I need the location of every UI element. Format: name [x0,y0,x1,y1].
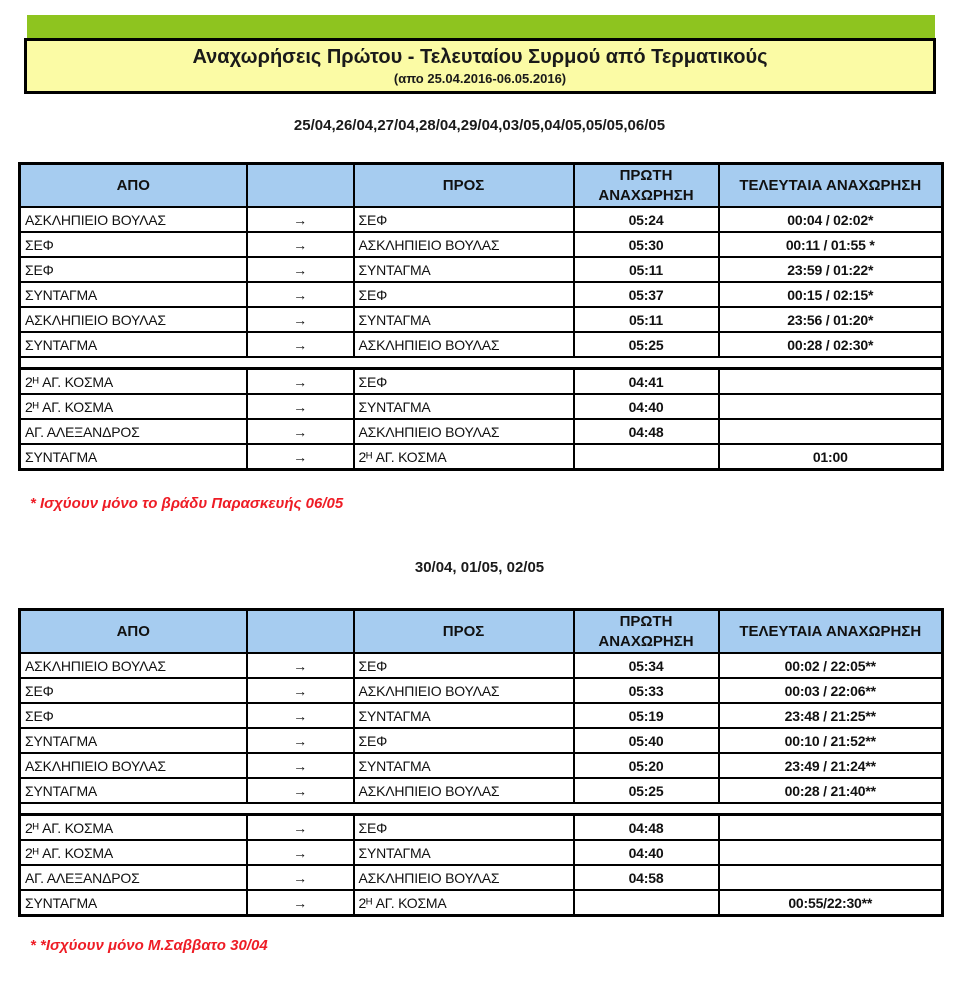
cell-from: ΑΓ. ΑΛΕΞΑΝΔΡΟΣ [20,419,247,444]
cell-first-departure: 04:58 [574,865,719,890]
footnote-saturday: * *Ισχύουν μόνο Μ.Σαββατο 30/04 [30,937,268,954]
cell-from: 2ᴴ ΑΓ. ΚΟΣΜΑ [20,394,247,419]
spacer-cell [20,803,943,815]
cell-last-departure: 00:10 / 21:52** [719,728,943,753]
cell-first-departure: 04:40 [574,394,719,419]
title-box [24,38,936,94]
route-arrow-icon: → [247,394,354,419]
table-row [20,840,943,865]
table-row [20,332,943,357]
cell-to: ΣΥΝΤΑΓΜΑ [354,840,574,865]
cell-last-departure: 00:28 / 02:30* [719,332,943,357]
cell-first-departure: 05:25 [574,778,719,803]
cell-from: ΣΥΝΤΑΓΜΑ [20,890,247,916]
cell-to: ΑΣΚΛΗΠΙΕΙΟ ΒΟΥΛΑΣ [354,419,574,444]
spacer-row [20,803,943,815]
cell-first-departure [574,890,719,916]
route-arrow-icon: → [247,307,354,332]
route-arrow-icon: → [247,232,354,257]
cell-last-departure [719,815,943,841]
cell-to: ΑΣΚΛΗΠΙΕΙΟ ΒΟΥΛΑΣ [354,865,574,890]
route-arrow-icon: → [247,840,354,865]
table-row [20,257,943,282]
column-header-to: ΠΡΟΣ [354,164,574,208]
route-arrow-icon: → [247,419,354,444]
cell-last-departure: 00:11 / 01:55 * [719,232,943,257]
cell-first-departure: 04:41 [574,369,719,395]
cell-last-departure [719,865,943,890]
column-header-arrow [247,164,354,208]
header-row [20,164,943,208]
cell-to: 2ᴴ ΑΓ. ΚΟΣΜΑ [354,890,574,916]
cell-from: ΣΕΦ [20,678,247,703]
cell-from: ΣΥΝΤΑΓΜΑ [20,332,247,357]
table-row [20,394,943,419]
cell-last-departure [719,840,943,865]
cell-first-departure: 05:37 [574,282,719,307]
cell-first-departure: 05:33 [574,678,719,703]
cell-from: ΣΕΦ [20,703,247,728]
route-arrow-icon: → [247,444,354,470]
route-arrow-icon: → [247,369,354,395]
cell-first-departure: 05:20 [574,753,719,778]
route-arrow-icon: → [247,753,354,778]
cell-last-departure [719,419,943,444]
route-arrow-icon: → [247,282,354,307]
cell-last-departure: 23:48 / 21:25** [719,703,943,728]
route-arrow-icon: → [247,207,354,232]
footnote-friday: * Ισχύουν μόνο το βράδυ Παρασκευής 06/05 [30,495,344,512]
cell-first-departure: 05:30 [574,232,719,257]
cell-to: ΣΥΝΤΑΓΜΑ [354,307,574,332]
cell-to: ΣΕΦ [354,728,574,753]
cell-first-departure [574,444,719,470]
table-row [20,207,943,232]
cell-to: ΣΕΦ [354,369,574,395]
cell-last-departure [719,369,943,395]
spacer-row [20,357,943,369]
spacer-cell [20,357,943,369]
timetable-weekend [18,608,944,917]
column-header-to: ΠΡΟΣ [354,610,574,654]
column-header-first-departure: ΠΡΩΤΗ ΑΝΑΧΩΡΗΣΗ [574,164,719,208]
cell-from: ΑΓ. ΑΛΕΞΑΝΔΡΟΣ [20,865,247,890]
column-header-last-departure: ΤΕΛΕΥΤΑΙΑ ΑΝΑΧΩΡΗΣΗ [719,164,943,208]
column-header-last-departure: ΤΕΛΕΥΤΑΙΑ ΑΝΑΧΩΡΗΣΗ [719,610,943,654]
cell-first-departure: 05:19 [574,703,719,728]
cell-from: ΑΣΚΛΗΠΙΕΙΟ ΒΟΥΛΑΣ [20,307,247,332]
cell-to: ΑΣΚΛΗΠΙΕΙΟ ΒΟΥΛΑΣ [354,332,574,357]
cell-last-departure: 00:28 / 21:40** [719,778,943,803]
table-row [20,678,943,703]
date-heading-weekend: 30/04, 01/05, 02/05 [414,559,545,576]
table-row [20,232,943,257]
route-arrow-icon: → [247,653,354,678]
route-arrow-icon: → [247,257,354,282]
cell-from: ΣΥΝΤΑΓΜΑ [20,282,247,307]
cell-to: ΣΥΝΤΑΓΜΑ [354,753,574,778]
table-row [20,728,943,753]
cell-last-departure: 00:02 / 22:05** [719,653,943,678]
cell-to: 2ᴴ ΑΓ. ΚΟΣΜΑ [354,444,574,470]
timetable-weekdays [18,162,944,471]
timetable-weekend-wrap [18,608,944,917]
table-row [20,282,943,307]
timetable-weekdays-wrap [18,162,944,471]
table-row [20,419,943,444]
table-row [20,865,943,890]
route-arrow-icon: → [247,678,354,703]
cell-from: 2ᴴ ΑΓ. ΚΟΣΜΑ [20,840,247,865]
cell-last-departure: 00:03 / 22:06** [719,678,943,703]
column-header-from: ΑΠΟ [20,610,247,654]
route-arrow-icon: → [247,865,354,890]
cell-to: ΣΥΝΤΑΓΜΑ [354,703,574,728]
table-row [20,778,943,803]
cell-from: ΑΣΚΛΗΠΙΕΙΟ ΒΟΥΛΑΣ [20,207,247,232]
cell-to: ΣΕΦ [354,653,574,678]
header-row [20,610,943,654]
cell-first-departure: 05:40 [574,728,719,753]
cell-last-departure: 00:55/22:30** [719,890,943,916]
cell-first-departure: 05:11 [574,307,719,332]
route-arrow-icon: → [247,728,354,753]
cell-from: 2ᴴ ΑΓ. ΚΟΣΜΑ [20,369,247,395]
cell-last-departure: 23:59 / 01:22* [719,257,943,282]
cell-last-departure: 23:49 / 21:24** [719,753,943,778]
route-arrow-icon: → [247,332,354,357]
route-arrow-icon: → [247,703,354,728]
cell-first-departure: 05:34 [574,653,719,678]
cell-last-departure [719,394,943,419]
header-green-bar [27,15,935,38]
cell-from: ΑΣΚΛΗΠΙΕΙΟ ΒΟΥΛΑΣ [20,653,247,678]
route-arrow-icon: → [247,778,354,803]
cell-last-departure: 00:04 / 02:02* [719,207,943,232]
route-arrow-icon: → [247,890,354,916]
cell-from: ΣΕΦ [20,257,247,282]
page-subtitle: (απο 25.04.2016-06.05.2016) [393,71,567,86]
cell-to: ΑΣΚΛΗΠΙΕΙΟ ΒΟΥΛΑΣ [354,232,574,257]
table-row [20,369,943,395]
cell-from: ΣΥΝΤΑΓΜΑ [20,728,247,753]
cell-to: ΣΥΝΤΑΓΜΑ [354,394,574,419]
column-header-from: ΑΠΟ [20,164,247,208]
cell-first-departure: 04:40 [574,840,719,865]
cell-to: ΣΕΦ [354,282,574,307]
cell-to: ΣΕΦ [354,207,574,232]
cell-last-departure: 23:56 / 01:20* [719,307,943,332]
cell-to: ΑΣΚΛΗΠΙΕΙΟ ΒΟΥΛΑΣ [354,778,574,803]
table-row [20,703,943,728]
cell-first-departure: 05:11 [574,257,719,282]
cell-first-departure: 04:48 [574,419,719,444]
table-row [20,307,943,332]
cell-from: ΣΕΦ [20,232,247,257]
cell-from: ΑΣΚΛΗΠΙΕΙΟ ΒΟΥΛΑΣ [20,753,247,778]
cell-from: ΣΥΝΤΑΓΜΑ [20,444,247,470]
table-row [20,890,943,916]
column-header-arrow [247,610,354,654]
date-heading-weekdays: 25/04,26/04,27/04,28/04,29/04,03/05,04/05,05/05,06/05 [293,117,666,134]
cell-first-departure: 05:25 [574,332,719,357]
column-header-first-departure: ΠΡΩΤΗ ΑΝΑΧΩΡΗΣΗ [574,610,719,654]
cell-to: ΣΕΦ [354,815,574,841]
cell-last-departure: 00:15 / 02:15* [719,282,943,307]
cell-from: 2ᴴ ΑΓ. ΚΟΣΜΑ [20,815,247,841]
cell-last-departure: 01:00 [719,444,943,470]
route-arrow-icon: → [247,815,354,841]
cell-to: ΑΣΚΛΗΠΙΕΙΟ ΒΟΥΛΑΣ [354,678,574,703]
table-row [20,815,943,841]
cell-first-departure: 05:24 [574,207,719,232]
cell-first-departure: 04:48 [574,815,719,841]
cell-to: ΣΥΝΤΑΓΜΑ [354,257,574,282]
cell-from: ΣΥΝΤΑΓΜΑ [20,778,247,803]
page-title: Αναχωρήσεις Πρώτου - Τελευταίου Συρμού από Τερματικούς [192,46,768,68]
table-row [20,653,943,678]
table-row [20,444,943,470]
table-row [20,753,943,778]
